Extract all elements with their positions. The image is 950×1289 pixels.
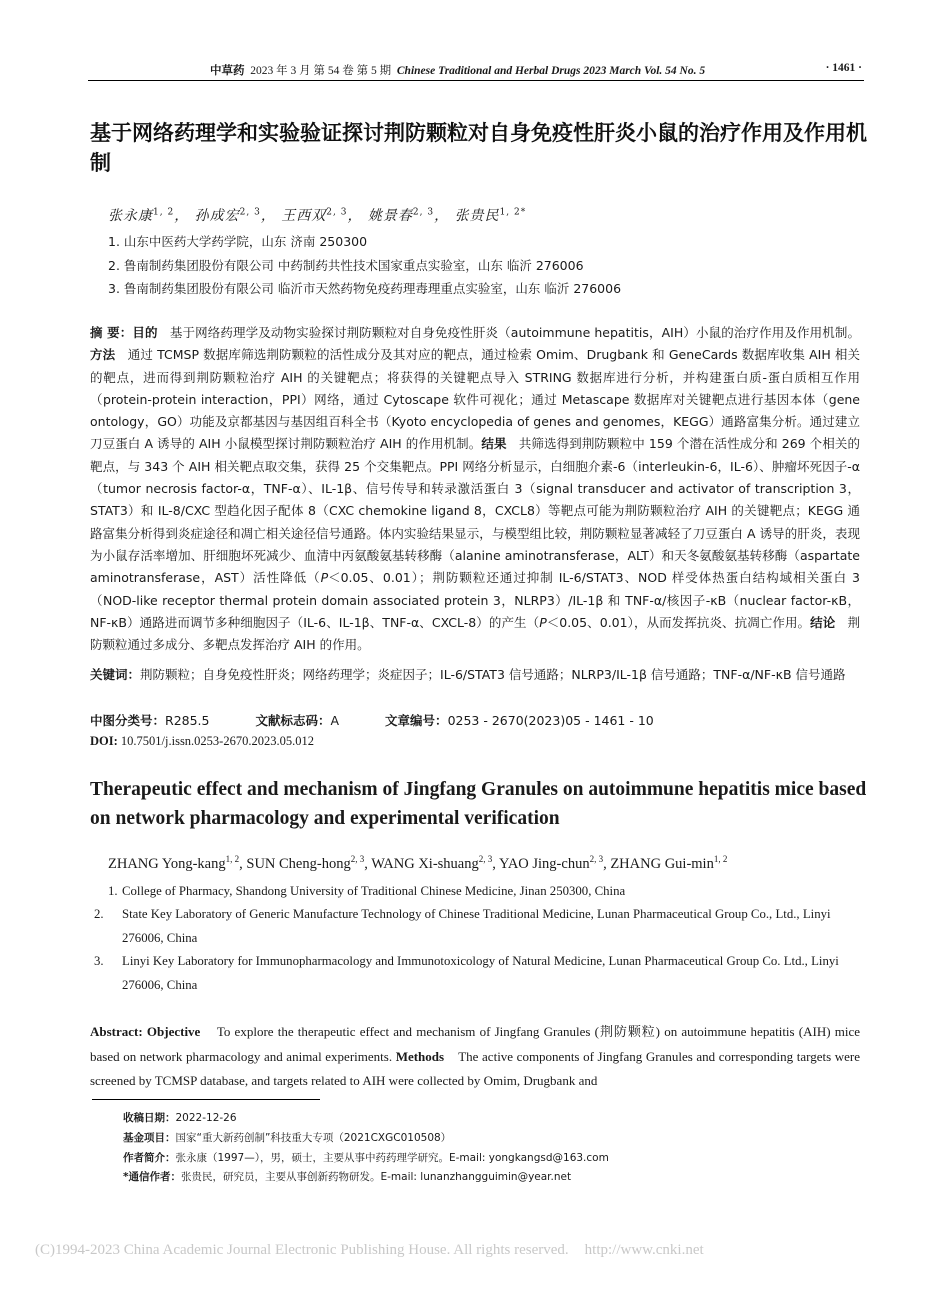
affiliation-text: State Key Laboratory of Generic Manufacture Technology of Chinese Traditional Medicine, Lunan Pharmaceutical Group Co., Ltd., Linyi 276006, China [122, 907, 831, 945]
footnote-received [123, 1110, 237, 1125]
article-no-value: 0253 - 2670(2023)05 - 1461 - 10 [447, 713, 654, 728]
en-author-sup: 2, 3 [350, 854, 365, 865]
objective-text: 基于网络药理学及动物实验探讨荆防颗粒对自身免疫性肝炎（autoimmune hepatitis，AIH）小鼠的治疗作用及作用机制。 [169, 325, 860, 340]
abstract-label: Abstract: [90, 1024, 143, 1039]
p-value-symbol: P [320, 570, 329, 586]
cn-author: 张永康 [108, 208, 153, 224]
en-journal-name: Chinese Traditional and Herbal Drugs [396, 65, 581, 77]
methods-text: 通过 TCMSP 数据库筛选荆防颗粒的活性成分及其对应的靶点，通过检索 Omim、Drugbank 和 GeneCards 数据库收集 AIH 相关的靶点，进而得到荆防颗粒治疗 AIH 的关键靶点；将获得的关键靶点导入 STRING 数据库进行分析，并构建蛋白质-蛋白质相互作用（protein-protein interaction，PPI）网络，通过 Cytoscape 软件可视化；通过 Metascape 数据库对关键靶点进行基因本体（gene ontology，GO）功能及京都基因与基因组百科全书（Kyoto encyclopedia of genes and genomes，KEGG）通路富集分析。通过建立刀豆蛋白 A 诱导的 AIH 小鼠模型探讨荆防颗粒治疗 AIH 的作用机制。 [90, 347, 860, 452]
cn-affiliation: 3. 鲁南制药集团股份有限公司 临沂市天然药物免疫药理毒理重点实验室，山东 临沂 276006 [108, 281, 622, 296]
results-text: ＜0.05、0.01），从而发挥抗炎、抗凋亡作用。 [546, 614, 811, 630]
doc-code-label: 文献标志码： [255, 713, 331, 728]
cn-title: 基于网络药理学和实验验证探讨荆防颗粒对自身免疫性肝炎小鼠的治疗作用及作用机制 [90, 121, 867, 175]
author-separator: , [239, 856, 247, 872]
copyright-text: (C)1994-2023 China Academic Journal Electronic Publishing House. All rights reserved. [35, 1242, 569, 1258]
affiliation-text: College of Pharmacy, Shandong University of Traditional Chinese Medicine, Jinan 250300, China [122, 884, 626, 898]
keywords-text: 荆防颗粒；自身免疫性肝炎；网络药理学；炎症因子；IL-6/STAT3 信号通路；NLRP3/IL-1β 信号通路；TNF-α/NF-κB 信号通路 [140, 667, 846, 682]
doc-code-value: A [330, 713, 340, 728]
cn-author-sup: 2, 3 [412, 207, 435, 218]
en-author-sup: 1, 2 [713, 854, 728, 865]
footnote-author-bio [123, 1150, 609, 1165]
en-affiliation [94, 903, 863, 950]
author-separator: , [603, 856, 611, 872]
journal-brand: 中草药 [210, 65, 245, 77]
p-value-symbol: P [539, 614, 547, 630]
cn-author: 姚景春 [367, 208, 413, 224]
en-author-sup: 2, 3 [589, 854, 604, 865]
en-affiliation [94, 950, 863, 997]
objective-text: To explore the therapeutic effect and mechanism of Jingfang Granules (荆防颗粒) on autoimmune hepatitis (AIH) mice based on network pharmacology and animal experiments. [90, 1024, 861, 1064]
cn-abstract [90, 322, 860, 656]
author-separator: ， [174, 208, 190, 224]
en-author-sup: 1, 2 [225, 854, 240, 865]
abstract-label: 摘 要： [90, 325, 133, 340]
en-author: ZHANG Gui-min [610, 856, 714, 872]
cn-author-sup: 1, 2 [153, 207, 175, 218]
footnote-text: 张永康（1997—），男，硕士，主要从事中药药理学研究。E-mail: yongkangsd@163.com [175, 1152, 609, 1164]
journal-info [210, 62, 705, 78]
doi-label: DOI: [90, 734, 118, 748]
cn-author-list [108, 205, 526, 225]
affiliation-text: Linyi Key Laboratory for Immunopharmacology and Immunotoxicology of Natural Medicine, Lunan Pharmaceutical Group Co. Ltd., Linyi 276006, China [122, 954, 839, 992]
methods-label: Methods [395, 1048, 445, 1064]
cn-keywords [90, 664, 860, 686]
affiliation-number: 3. [94, 954, 104, 968]
en-affiliation [108, 880, 863, 904]
methods-text: The active components of Jingfang Granules and corresponding targets were screened by TCMSP database, and targets related to AIH were collected by Omim, Drugbank and [90, 1048, 861, 1088]
cn-author: 张贵民 [454, 208, 500, 224]
footnote-label: 基金项目： [123, 1132, 176, 1144]
cn-author-sup: 2, 3 [326, 207, 348, 218]
en-title: Therapeutic effect and mechanism of Jingfang Granules on autoimmune hepatitis mice based on network pharmacology and experimental verification [90, 779, 867, 829]
author-separator: , [364, 856, 372, 872]
objective-label: 目的 [132, 325, 158, 340]
clc-label: 中图分类号： [90, 713, 166, 728]
page-number: · 1461 · [825, 62, 862, 74]
cn-affiliation: 2. 鲁南制药集团股份有限公司 中药制药共性技术国家重点实验室，山东 临沂 276006 [108, 258, 584, 273]
doi-line [90, 734, 314, 749]
author-separator: ， [260, 208, 276, 224]
en-issue: 2023 March Vol. 54 No. 5 [583, 65, 706, 77]
classification-line [90, 711, 696, 729]
en-author-list [108, 856, 727, 873]
footnote-text: 国家“重大新药创制”科技重大专项（2021CXGC010508） [175, 1132, 452, 1144]
doi-link[interactable]: 10.7501/j.issn.0253-2670.2023.05.012 [120, 734, 314, 748]
cn-author-sup: 1, 2* [499, 207, 527, 218]
en-author: YAO Jing-chun [498, 856, 590, 872]
clc-value: R285.5 [165, 713, 210, 728]
affiliation-number: 2. [94, 907, 104, 921]
results-text: ＜0.05、0.01）；荆防颗粒还通过抑制 IL-6/STAT3、NOD 样受体热蛋白结构域相关蛋白 3（NOD-like receptor thermal protein domain associated protein 3，NLRP3）/IL-1β 和 TNF-α/核因子-κB（nuclear factor-κB，NF-κB）通路进而调节多种细胞因子（IL-6、IL-1β、TNF-α、CXCL-8）的产生（ [90, 570, 860, 630]
results-label: 结果 [481, 436, 507, 452]
methods-label: 方法 [90, 347, 116, 363]
results-text: 共筛选得到荆防颗粒中 159 个潜在活性成分和 269 个相关的靶点，与 343 个 AIH 相关靶点取交集，获得 25 个交集靶点。PPI 网络分析显示，白细胞介素-6（interleukin-6，IL-6）、肿瘤坏死因子-α（tumor necrosis factor-α，TNF-α）、IL-1β、信号传导和转录激活蛋白 3（signal transducer and activator of transcription 3，STAT3）和 IL-8/CXC 型趋化因子配体 8（CXC chemokine ligand 8，CXCL8）等靶点可能为荆防颗粒治疗 AIH 的关键靶点；KEGG 通路富集分析得到炎症途径和凋亡相关途径信号通路。体内实验结果显示，与模型组比较，荆防颗粒显著减轻了刀豆蛋白 A 诱导的肝炎，表现为小鼠存活率增加、肝细胞坏死减少、血清中丙氨酸氨基转移酶（alanine aminotransferase，ALT）和天冬氨酸氨基转移酶（aspartate aminotransferase，AST）活性降低（ [90, 436, 860, 586]
affiliation-number: 1. [108, 884, 118, 898]
cnki-watermark [35, 1242, 704, 1259]
en-abstract [90, 1020, 860, 1094]
cn-affiliation: 1. 山东中医药大学药学院，山东 济南 250300 [108, 234, 368, 249]
en-author: SUN Cheng-hong [246, 856, 351, 872]
keywords-label: 关键词： [90, 667, 141, 682]
conclusion-text: 荆防颗粒通过多成分、多靶点发挥治疗 AIH 的作用。 [90, 614, 860, 653]
footnote-label: 收稿日期： [123, 1112, 176, 1124]
author-separator: ， [347, 208, 363, 224]
objective-label: Objective [146, 1024, 201, 1039]
cn-author: 王西双 [281, 208, 327, 224]
footnote-text: 张贵民，研究员，主要从事创新药物研发。E-mail: lunanzhangguimin@year.net [181, 1171, 572, 1183]
en-author: ZHANG Yong-kang [108, 856, 226, 872]
cn-issue: 2023 年 3 月 第 54 卷 第 5 期 [250, 65, 392, 77]
en-author: WANG Xi-shuang [371, 856, 479, 872]
author-separator: ， [434, 208, 450, 224]
footnote-text: 2022-12-26 [175, 1112, 237, 1124]
footnote-label: *通信作者： [123, 1171, 181, 1183]
conclusion-label: 结论 [810, 614, 836, 630]
footnote-divider [92, 1099, 320, 1100]
author-separator: , [492, 856, 499, 872]
article-no-label: 文章编号： [385, 713, 448, 728]
footnote-funding [123, 1130, 451, 1145]
header-divider [88, 80, 864, 81]
running-header [90, 62, 862, 80]
en-author-sup: 2, 3 [478, 854, 493, 865]
footnote-label: 作者简介： [123, 1152, 176, 1164]
cn-author-sup: 2, 3 [239, 207, 261, 218]
footnote-corresponding [123, 1169, 571, 1184]
cn-author: 孙成宏 [194, 208, 240, 224]
cnki-url[interactable]: http://www.cnki.net [584, 1242, 704, 1258]
